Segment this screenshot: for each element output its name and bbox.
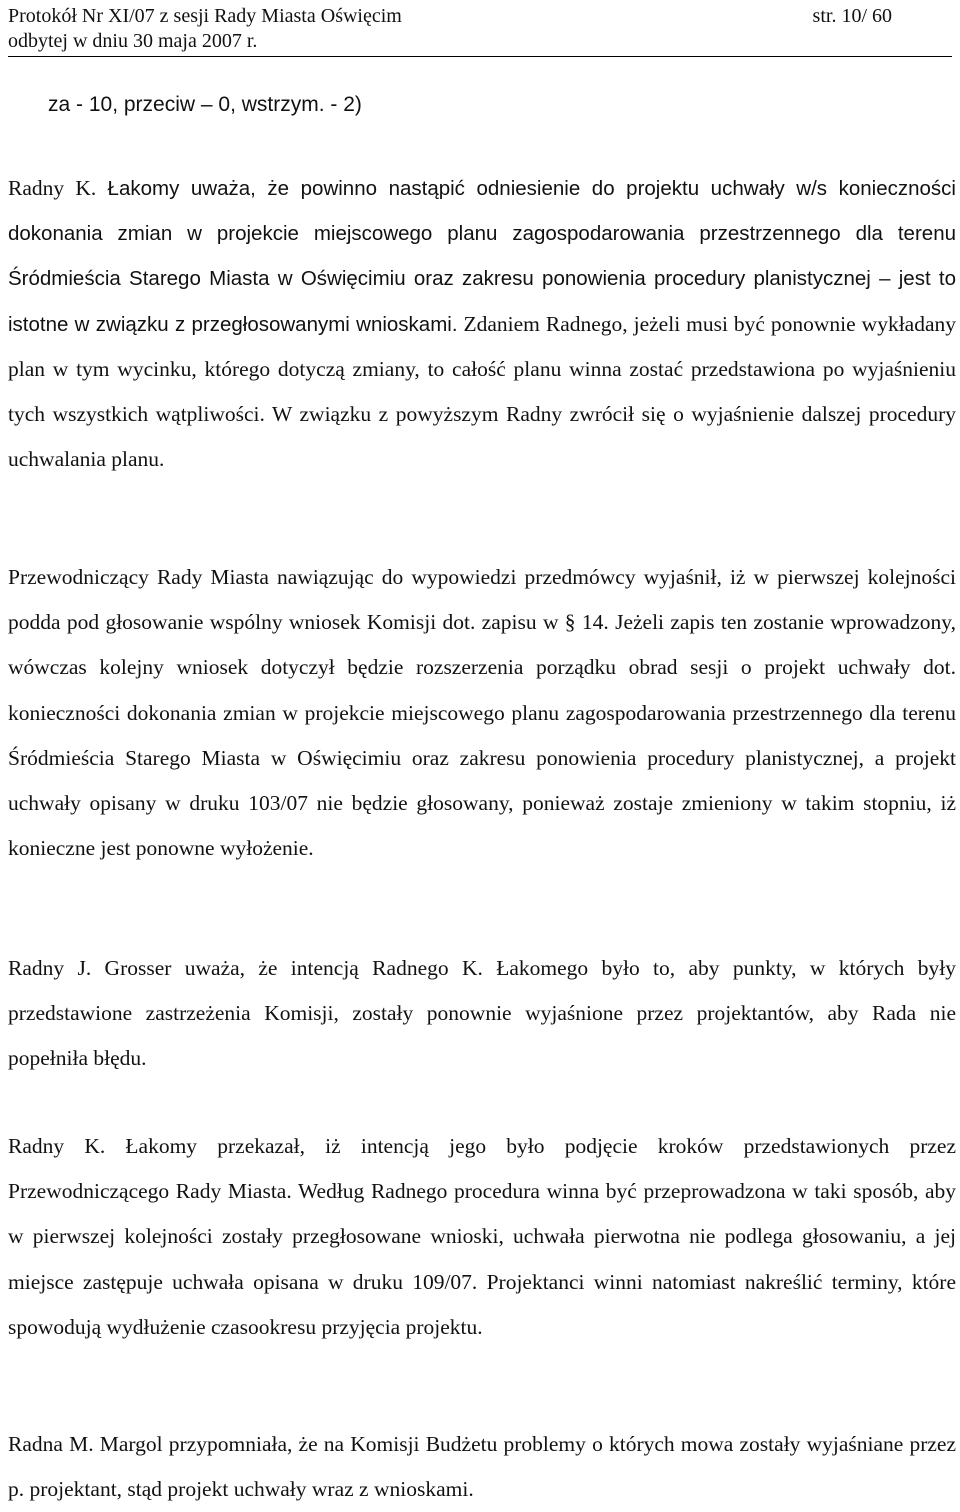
paragraph-lakomy-2: Radny K. Łakomy przekazał, iż intencją jego było podjęcie kroków przedstawionych przez Przewodniczącego Rady Miasta. Według Radnego procedura winna być przeprowadzona w taki sposób, aby w pierwszej kolejności zostały przegłosowane wnioski, uchwała pierwotna nie podlega głosowaniu, a jej miejsce zastępuje uchwała opisana w druku 109/07. Projektanci winni natomiast nakreślić terminy, które spowodują wydłużenie czasookresu przyjęcia projektu. [8,1134,956,1339]
paragraph-chairman: Przewodniczący Rady Miasta nawiązując do wypowiedzi przedmówcy wyjaśnił, iż w pierwszej kolejności podda pod głosowanie wspólny wniosek Komisji dot. zapisu w § 14. Jeżeli zapis ten zostanie wprowadzony, wówczas kolejny wniosek dotyczył będzie rozszerzenia porządku obrad sesji o projekt uchwały dot. konieczności dokonania zmian w projekcie miejscowego planu zagospodarowania przestrzennego dla terenu Śródmieścia Starego Miasta w Oświęcimiu oraz zakresu ponowienia procedury planistycznej, a projekt uchwały opisany w druku 103/07 nie będzie głosowany, ponieważ zostaje zmieniony w takim stopniu, iż konieczne jest ponowne wyłożenie. [8,565,956,861]
vote-result: za - 10, przeciw – 0, wstrzym. - 2) [48,93,362,116]
page-header [8,4,952,57]
document-subtitle: odbytej w dniu 30 maja 2007 r. [8,30,258,52]
paragraph-lead-sans: Łakomy uważa, że powinno nastąpić odniesienie do projektu uchwały w/s konieczności dokonania zmian w projekcie miejscowego planu zagospodarowania przestrzennego dla terenu Śródmieścia Starego Miasta w Oświęcimiu oraz zakresu ponowienia procedury planistycznej – jest to istotne w związku z przegłosowanymi wnioskami. [8,177,956,336]
paragraph-lead: Radny K. [8,176,108,200]
paragraph-grosser: Radny J. Grosser uważa, że intencją Radnego K. Łakomego było to, aby punkty, w których były przedstawione zastrzeżenia Komisji, zostały ponownie wyjaśnione przez projektantów, aby Rada nie popełniła błędu. [8,956,956,1071]
document-title: Protokół Nr XI/07 z sesji Rady Miasta Oświęcim [8,5,402,27]
paragraph-rest: Zdaniem Radnego, jeżeli musi być ponownie wykładany plan w tym wycinku, którego dotyczą zmiany, to całość planu winna zostać przedstawiona po wyjaśnieniu tych wszystkich wątpliwości. W związku z powyższym Radny zwrócił się o wyjaśnienie dalszej procedury uchwalania planu. [8,311,956,472]
page-number: str. 10/ 60 [812,5,892,27]
paragraph-lakomy-1 [8,166,956,482]
header-row [8,4,952,29]
paragraph-margol: Radna M. Margol przypomniała, że na Komisji Budżetu problemy o których mowa zostały wyjaśniane przez p. projektant, stąd projekt uchwały wraz z wnioskami. [8,1432,956,1502]
